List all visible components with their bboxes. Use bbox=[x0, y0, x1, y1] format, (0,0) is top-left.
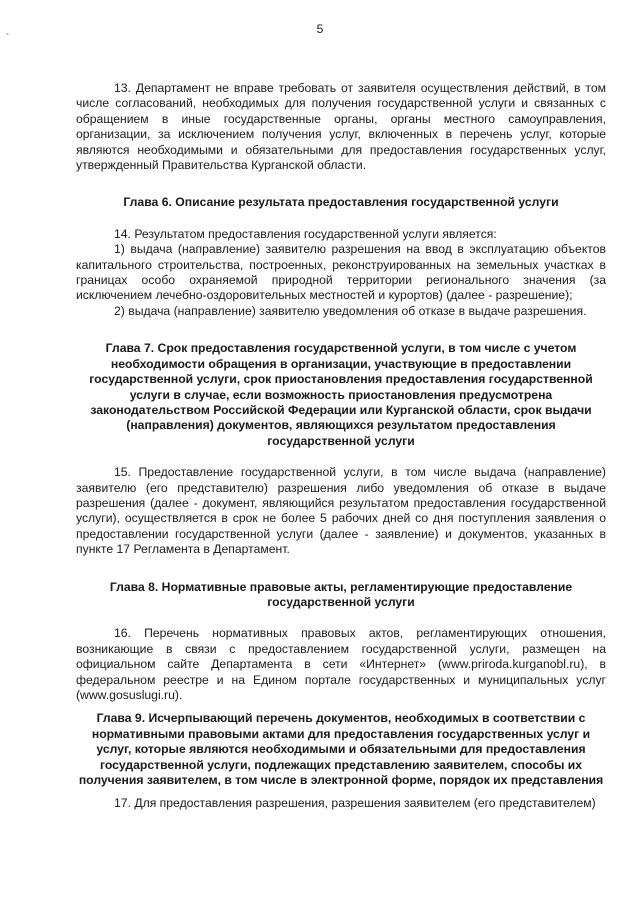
paragraph-14-item-1: 1) выдача (направление) заявителю разрешения на ввод в эксплуатацию объектов капитального строительства, построенных, реконструированных на земельных участках в границах особо охраняемой природной территории регионального значения (за исключением лечебно-оздоровительных местностей и курортов) (далее - разрешение); bbox=[76, 242, 606, 303]
paragraph-15: 15. Предоставление государственной услуги, в том числе выдача (направление) заявителю (его представителю) разрешения либо уведомления об отказе в выдаче разрешения (далее - документ, являющийся результатом предоставления государственной услуги), осуществляется в срок не более 5 рабочих дней со дня поступления заявления о предоставлении государственной услуги (далее - заявление) и документов, указанных в пункте 17 Регламента в Департамент. bbox=[76, 465, 606, 557]
chapter-9-heading: Глава 9. Исчерпывающий перечень документов, необходимых в соответствии с нормативными правовыми актами для предоставления государственных услуг и услуг, которые являются необходимыми и обязательными для предоставления государственной услуги, подлежащих представлению заявителем, способы их получения заявителем, в том числе в электронной форме, порядок их представления bbox=[78, 711, 604, 788]
document-body bbox=[76, 81, 606, 812]
page-number: 5 bbox=[316, 22, 324, 36]
paragraph-17: 17. Для предоставления разрешения, разрешения заявителем (его представителем) bbox=[114, 796, 596, 811]
paragraph-14-intro: 14. Результатом предоставления государственной услуги является: bbox=[114, 226, 497, 241]
paragraph-14-item-2: 2) выдача (направление) заявителю уведомления об отказе в выдаче разрешения. bbox=[114, 303, 587, 318]
chapter-8-heading: Глава 8. Нормативные правовые акты, регламентирующие предоставление государственной услуги bbox=[109, 579, 573, 609]
scan-mark: ` bbox=[6, 33, 10, 44]
paragraph-13: 13. Департамент не вправе требовать от заявителя осуществления действий, в том числе согласований, необходимых для получения государственной услуги и связанных с обращением в иные государственные органы, органы местного самоуправления, организации, за исключением получения услуг, включенных в перечень услуг, которые являются необходимыми и обязательными для предоставления государственных услуг, утвержденный Правительства Курганской области. bbox=[76, 81, 606, 173]
chapter-7-heading: Глава 7. Срок предоставления государственной услуги, в том числе с учетом необходимости обращения в организации, участвующие в предоставлении государственной услуги, срок приостановления предоставления государственной услуги в случае, если возможность приостановления предусмотрена законодательством Российской Федерации или Курганской области, срок выдачи (направления) документов, являющихся результатом предоставления государственной услуги bbox=[89, 341, 593, 448]
chapter-6-heading: Глава 6. Описание результата предоставления государственной услуги bbox=[123, 195, 559, 210]
paragraph-16: 16. Перечень нормативных правовых актов, регламентирующих отношения, возникающие в связи с предоставлением государственной услуги, размещен на официальном сайте Департамента в сети «Интернет» (www.priroda.kurganobl.ru), в федеральном реестре и на Едином портале государственных и муниципальных услуг (www.gosuslugi.ru). bbox=[76, 626, 606, 702]
